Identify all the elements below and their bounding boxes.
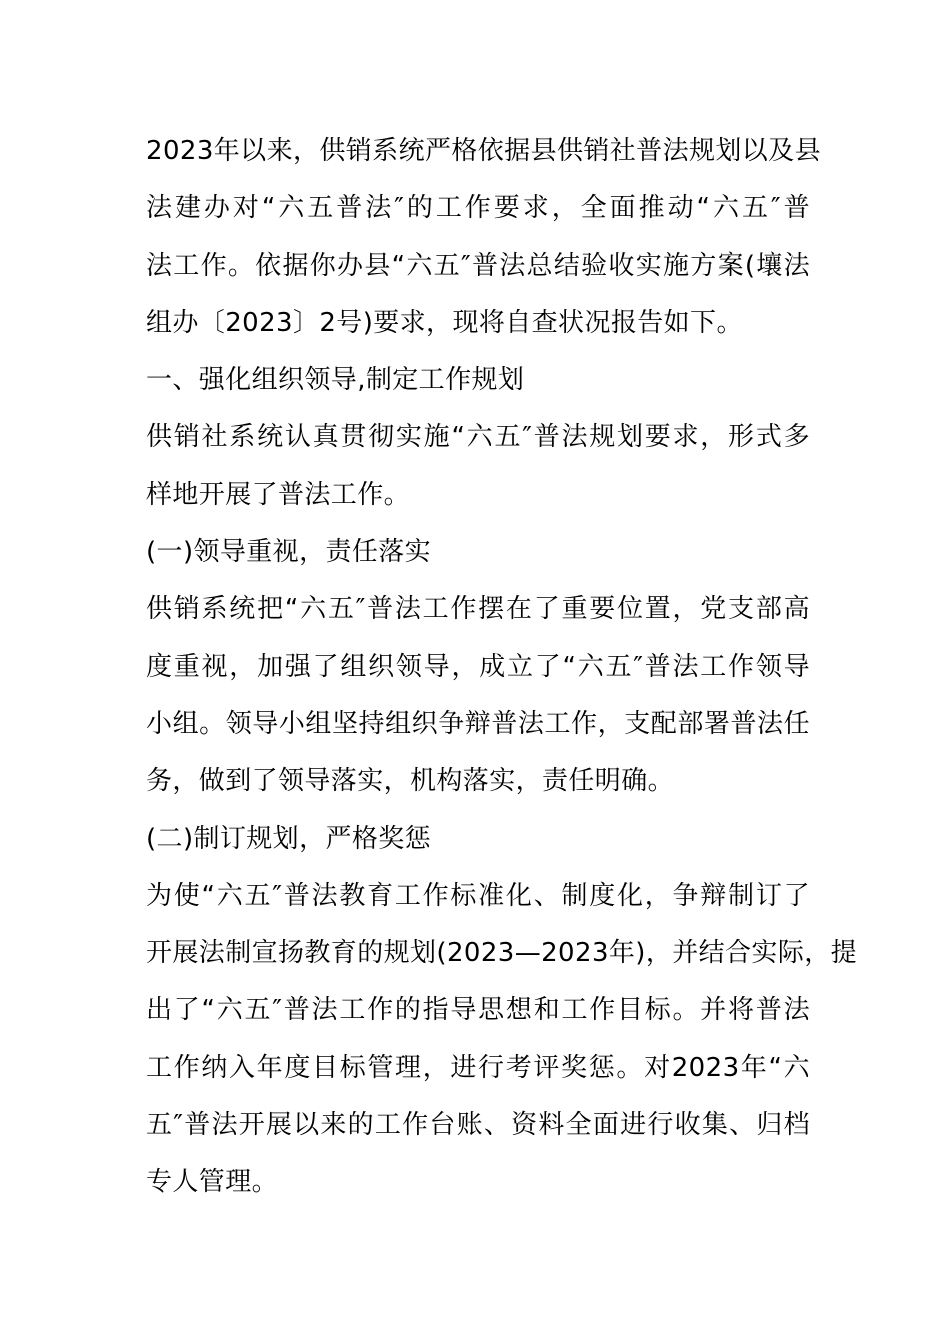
paragraph-4-line-1: 为使“六五″普法教育工作标准化、制度化，争辩制订了: [146, 880, 810, 911]
paragraph-2-line-1: 供销社系统认真贯彻实施“六五″普法规划要求，形式多: [146, 422, 810, 453]
paragraph-2-line-2: 样地开展了普法工作。: [146, 479, 411, 510]
section-heading-1: 一、强化组织领导,制定工作规划: [146, 365, 525, 396]
paragraph-1-line-1: 2023年以来，供销系统严格依据县供销社普法规划以及县: [146, 136, 821, 166]
paragraph-3-line-1: 供销系统把“六五″普法工作摆在了重要位置，党支部高: [146, 594, 810, 625]
paragraph-4-line-3: 出了“六五″普法工作的指导思想和工作目标。并将普法: [146, 995, 810, 1026]
paragraph-3-line-2: 度重视，加强了组织领导，成立了“六五″普法工作领导: [146, 651, 810, 682]
subsection-heading-1: (一)领导重视，责任落实: [146, 537, 432, 568]
paragraph-1-line-2: 法建办对“六五普法″的工作要求，全面推动“六五″普: [146, 193, 810, 224]
paragraph-3-line-3: 小组。领导小组坚持组织争辩普法工作，支配部署普法任: [146, 708, 810, 739]
paragraph-4-line-6: 专人管理。: [146, 1167, 279, 1198]
paragraph-4-line-5: 五″普法开展以来的工作台账、资料全面进行收集、归档: [146, 1110, 810, 1141]
paragraph-1-line-3: 法工作。依据你办县“六五″普法总结验收实施方案(壤法: [146, 250, 810, 281]
document-body: [146, 123, 858, 1212]
subsection-heading-2: (二)制订规划，严格奖惩: [146, 823, 432, 854]
paragraph-4-line-2: 开展法制宣扬教育的规划(2023—2023年)，并结合实际，提: [146, 938, 858, 969]
paragraph-4-line-4: 工作纳入年度目标管理，进行考评奖惩。对2023年“六: [146, 1052, 810, 1083]
paragraph-3-line-4: 务，做到了领导落实，机构落实，责任明确。: [146, 766, 675, 797]
paragraph-1-line-4: 组办〔2023〕2号)要求，现将自查状况报告如下。: [146, 307, 743, 338]
